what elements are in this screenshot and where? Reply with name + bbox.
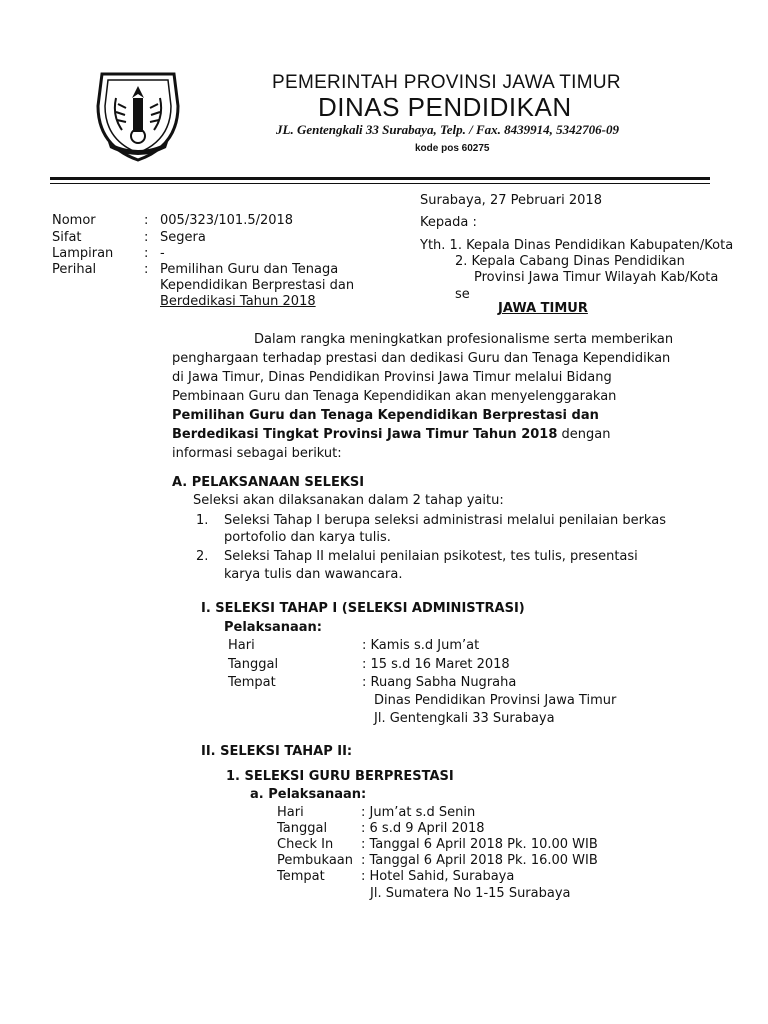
- perihal-continued: Kependidikan Berprestasi dan: [160, 278, 355, 293]
- detail-value-cont: Dinas Pendidikan Provinsi Jawa Timur: [374, 693, 617, 708]
- tahap1-subtitle: Pelaksanaan:: [224, 620, 322, 635]
- intro-paragraph: [172, 330, 677, 463]
- list-item: portofolio dan karya tulis.: [224, 530, 391, 545]
- detail-value: : Hotel Sahid, Surabaya: [361, 869, 515, 884]
- detail-label: Tanggal: [277, 821, 328, 836]
- field-value: Pemilihan Guru dan Tenaga: [160, 262, 339, 277]
- detail-value-cont: Jl. Sumatera No 1-15 Surabaya: [370, 886, 571, 901]
- intro-line: di Jawa Timur, Dinas Pendidikan Provinsi Jawa Timur melalui Bidang: [172, 370, 612, 385]
- list-number: 2.: [196, 549, 209, 564]
- recipient-1: Yth. 1. Kepala Dinas Pendidikan Kabupaten/Kota: [420, 238, 734, 253]
- recipient-2-cont: Provinsi Jawa Timur Wilayah Kab/Kota: [474, 270, 719, 285]
- place-date: Surabaya, 27 Pebruari 2018: [420, 193, 602, 208]
- list-item: karya tulis dan wawancara.: [224, 567, 403, 582]
- detail-value: : Jum’at s.d Senin: [361, 805, 476, 820]
- field-label: Sifat: [52, 230, 82, 245]
- recipient-2: 2. Kepala Cabang Dinas Pendidikan: [455, 254, 685, 269]
- detail-value: : Tanggal 6 April 2018 Pk. 10.00 WIB: [361, 837, 598, 852]
- list-item: Seleksi Tahap II melalui penilaian psikotest, tes tulis, presentasi: [224, 549, 638, 564]
- field-label: Lampiran: [52, 246, 114, 261]
- field-colon: :: [144, 230, 149, 245]
- detail-label: Tempat: [277, 869, 325, 884]
- field-value: -: [160, 246, 165, 261]
- field-label: Nomor: [52, 213, 96, 228]
- tahap2-subsubtitle: a. Pelaksanaan:: [250, 787, 367, 802]
- tahap2-subtitle: 1. SELEKSI GURU BERPRESTASI: [226, 769, 454, 784]
- field-colon: :: [144, 246, 149, 261]
- detail-value: : Tanggal 6 April 2018 Pk. 16.00 WIB: [361, 853, 598, 868]
- detail-label: Pembukaan: [277, 853, 354, 868]
- tahap2-title: II. SELEKSI TAHAP II:: [201, 744, 353, 759]
- intro-line: penghargaan terhadap prestasi dan dedikasi Guru dan Tenaga Kependidikan: [172, 351, 671, 366]
- intro-line: Dalam rangka meningkatkan profesionalisme serta memberikan: [254, 332, 674, 347]
- header-rule-thick: [50, 177, 710, 180]
- detail-value-cont: Jl. Gentengkali 33 Surabaya: [374, 711, 555, 726]
- government-title: PEMERINTAH PROVINSI JAWA TIMUR: [272, 72, 621, 93]
- perihal-continued: Berdedikasi Tahun 2018: [160, 294, 316, 309]
- intro-line: dengan: [557, 427, 611, 442]
- intro-line: informasi sebagai berikut:: [172, 446, 342, 461]
- office-address: JL. Gentengkali 33 Surabaya, Telp. / Fax. 8439914, 5342706-09: [276, 122, 619, 137]
- detail-label: Tempat: [228, 675, 276, 690]
- list-item: Seleksi Tahap I berupa seleksi administrasi melalui penilaian berkas: [224, 513, 666, 528]
- region-label: JAWA TIMUR: [498, 301, 588, 316]
- field-label: Perihal: [52, 262, 97, 277]
- detail-label: Tanggal: [228, 657, 279, 672]
- header-rule-thin: [50, 183, 710, 184]
- field-value: 005/323/101.5/2018: [160, 213, 294, 228]
- detail-value: : 6 s.d 9 April 2018: [361, 821, 485, 836]
- province-crest-logo: [92, 68, 184, 164]
- field-value: Segera: [160, 230, 206, 245]
- intro-line: Pembinaan Guru dan Tenaga Kependidikan akan menyelenggarakan: [172, 389, 617, 404]
- detail-value: : 15 s.d 16 Maret 2018: [362, 657, 510, 672]
- tahap1-title: I. SELEKSI TAHAP I (SELEKSI ADMINISTRASI): [201, 601, 525, 616]
- section-a-title: A. PELAKSANAAN SELEKSI: [172, 475, 365, 490]
- detail-label: Hari: [228, 638, 255, 653]
- se-label: se: [455, 287, 470, 302]
- detail-value: : Ruang Sabha Nugraha: [362, 675, 517, 690]
- detail-label: Check In: [277, 837, 334, 852]
- postcode: kode pos 60275: [415, 143, 490, 154]
- intro-line-bold: Pemilihan Guru dan Tenaga Kependidikan Berprestasi dan: [172, 408, 599, 423]
- section-a-lead: Seleksi akan dilaksanakan dalam 2 tahap yaitu:: [193, 493, 504, 508]
- field-colon: :: [144, 262, 149, 277]
- field-colon: :: [144, 213, 149, 228]
- detail-label: Hari: [277, 805, 304, 820]
- office-title: DINAS PENDIDIKAN: [318, 92, 572, 122]
- detail-value: : Kamis s.d Jum’at: [362, 638, 480, 653]
- list-number: 1.: [196, 513, 209, 528]
- to-label: Kepada :: [420, 215, 477, 230]
- intro-line-bold: Berdedikasi Tingkat Provinsi Jawa Timur Tahun 2018: [172, 427, 558, 442]
